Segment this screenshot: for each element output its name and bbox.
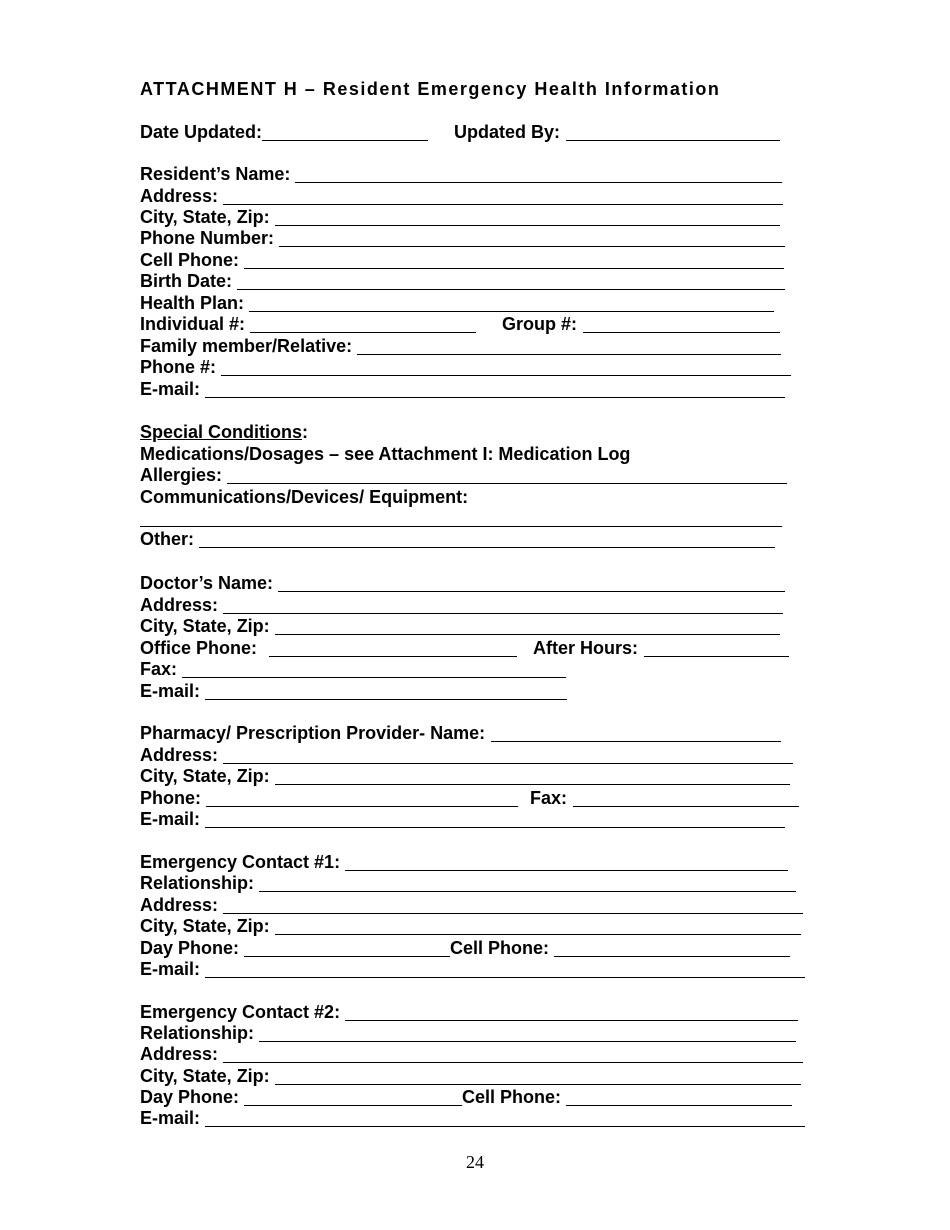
communications-line-row [140, 508, 782, 529]
special-conditions-colon: : [302, 422, 309, 442]
resident-cell-phone-field[interactable] [244, 252, 784, 269]
individual-field[interactable] [250, 316, 476, 333]
contact1-address-row [140, 895, 803, 916]
family-member-field[interactable] [357, 338, 781, 355]
pharmacy-name-field[interactable] [491, 725, 781, 742]
contact1-city-label: City, State, Zip: [140, 916, 270, 936]
pharmacy-email-row [140, 809, 785, 830]
page-number: 24 [466, 1152, 484, 1172]
contact2-email-field[interactable] [205, 1110, 805, 1127]
medications-label: Medications/Dosages – see Attachment I: Medication Log [140, 444, 631, 464]
pharmacy-name-row [140, 723, 781, 744]
pharmacy-address-label: Address: [140, 745, 219, 765]
special-conditions-heading-row [140, 422, 308, 443]
doctor-fax-field[interactable] [182, 661, 566, 678]
contact1-email-label: E-mail: [140, 959, 201, 979]
pharmacy-email-label: E-mail: [140, 809, 201, 829]
doctor-name-row [140, 573, 785, 594]
contact1-email-field[interactable] [205, 961, 805, 978]
pharmacy-phone-row [140, 788, 799, 809]
contact1-relationship-field[interactable] [259, 875, 796, 892]
family-phone-label: Phone #: [140, 357, 217, 377]
group-label: Group #: [502, 314, 578, 334]
allergies-label: Allergies: [140, 465, 223, 485]
group-field[interactable] [583, 316, 780, 333]
pharmacy-address-field[interactable] [223, 747, 793, 764]
contact1-name-label: Emergency Contact #1: [140, 852, 341, 872]
pharmacy-address-row [140, 745, 793, 766]
resident-name-row [140, 164, 782, 185]
contact1-day-phone-label: Day Phone: [140, 938, 240, 958]
page-title: ATTACHMENT H – Resident Emergency Health Information [140, 79, 721, 99]
pharmacy-fax-label: Fax: [530, 788, 568, 808]
resident-birth-date-field[interactable] [237, 273, 785, 290]
other-field[interactable] [199, 531, 775, 548]
doctor-city-field[interactable] [275, 618, 780, 635]
contact1-relationship-row [140, 873, 796, 894]
contact1-phone-row [140, 938, 790, 959]
contact2-day-phone-field[interactable] [244, 1089, 462, 1106]
contact1-email-row [140, 959, 805, 980]
resident-address-field[interactable] [223, 188, 783, 205]
contact2-address-field[interactable] [223, 1046, 803, 1063]
allergies-field[interactable] [227, 467, 787, 484]
contact2-city-field[interactable] [275, 1068, 801, 1085]
contact2-email-label: E-mail: [140, 1108, 201, 1128]
updated-by-label: Updated By: [454, 122, 561, 142]
doctor-city-row [140, 616, 780, 637]
resident-cell-phone-row [140, 250, 784, 271]
pharmacy-email-field[interactable] [205, 811, 785, 828]
communications-row [140, 487, 468, 508]
other-label: Other: [140, 529, 194, 549]
family-member-label: Family member/Relative: [140, 336, 353, 356]
contact1-city-row [140, 916, 801, 937]
after-hours-label: After Hours: [533, 638, 639, 658]
resident-email-row [140, 379, 785, 400]
date-updated-label: Date Updated: [140, 122, 263, 142]
doctor-fax-row [140, 659, 566, 680]
date-updated-field[interactable] [262, 124, 428, 141]
office-phone-label: Office Phone: [140, 638, 258, 658]
contact1-name-field[interactable] [345, 854, 788, 871]
doctor-fax-label: Fax: [140, 659, 178, 679]
contact2-cell-phone-field[interactable] [566, 1089, 792, 1106]
doctor-email-label: E-mail: [140, 681, 201, 701]
contact1-day-phone-field[interactable] [244, 940, 450, 957]
contact1-city-field[interactable] [275, 918, 801, 935]
contact2-name-field[interactable] [345, 1004, 798, 1021]
contact2-address-label: Address: [140, 1044, 219, 1064]
resident-city-label: City, State, Zip: [140, 207, 270, 227]
doctor-address-row [140, 595, 783, 616]
pharmacy-city-label: City, State, Zip: [140, 766, 270, 786]
doctor-email-field[interactable] [205, 683, 567, 700]
pharmacy-city-field[interactable] [275, 768, 790, 785]
doctor-email-row [140, 681, 567, 702]
resident-name-field[interactable] [295, 166, 782, 183]
contact1-address-label: Address: [140, 895, 219, 915]
resident-phone-number-row [140, 228, 785, 249]
special-conditions-heading: Special Conditions [140, 422, 303, 442]
contact2-relationship-row [140, 1023, 796, 1044]
contact2-name-row [140, 1002, 798, 1023]
resident-phone-number-field[interactable] [279, 230, 785, 247]
contact2-name-label: Emergency Contact #2: [140, 1002, 341, 1022]
other-row [140, 529, 775, 550]
contact2-email-row [140, 1108, 805, 1129]
pharmacy-city-row [140, 766, 790, 787]
communications-label: Communications/Devices/ Equipment: [140, 487, 469, 507]
contact2-city-label: City, State, Zip: [140, 1066, 270, 1086]
office-phone-field[interactable] [269, 640, 517, 657]
contact2-relationship-label: Relationship: [140, 1023, 255, 1043]
contact1-name-row [140, 852, 788, 873]
resident-family-row [140, 336, 781, 357]
resident-health-plan-label: Health Plan: [140, 293, 245, 313]
after-hours-field[interactable] [644, 640, 789, 657]
resident-address-label: Address: [140, 186, 219, 206]
family-phone-field[interactable] [221, 359, 791, 376]
contact1-cell-phone-field[interactable] [554, 940, 790, 957]
contact2-relationship-field[interactable] [259, 1025, 796, 1042]
resident-health-plan-field[interactable] [249, 295, 774, 312]
resident-email-label: E-mail: [140, 379, 201, 399]
resident-birth-date-row [140, 271, 785, 292]
pharmacy-phone-label: Phone: [140, 788, 201, 808]
pharmacy-phone-field[interactable] [206, 790, 518, 807]
doctor-address-label: Address: [140, 595, 219, 615]
contact2-city-row [140, 1066, 801, 1087]
doctor-city-label: City, State, Zip: [140, 616, 270, 636]
doctor-address-field[interactable] [223, 597, 783, 614]
contact2-phone-row [140, 1087, 792, 1108]
resident-cell-phone-label: Cell Phone: [140, 250, 240, 270]
contact1-cell-phone-label: Cell Phone: [450, 938, 550, 958]
resident-individual-row [140, 314, 780, 335]
contact1-address-field[interactable] [223, 897, 803, 914]
contact2-day-phone-label: Day Phone: [140, 1087, 240, 1107]
resident-phone-row [140, 357, 791, 378]
doctor-name-field[interactable] [278, 575, 785, 592]
date-updated-row [140, 122, 780, 143]
communications-field[interactable] [140, 510, 782, 527]
resident-city-field[interactable] [275, 209, 780, 226]
resident-address-row [140, 186, 783, 207]
individual-label: Individual #: [140, 314, 246, 334]
resident-email-field[interactable] [205, 381, 785, 398]
resident-phone-number-label: Phone Number: [140, 228, 275, 248]
resident-health-plan-row [140, 293, 774, 314]
pharmacy-name-label: Pharmacy/ Prescription Provider- Name: [140, 723, 486, 743]
resident-birth-date-label: Birth Date: [140, 271, 233, 291]
resident-name-label: Resident’s Name: [140, 164, 291, 184]
allergies-row [140, 465, 787, 486]
updated-by-field[interactable] [566, 124, 780, 141]
resident-city-row [140, 207, 780, 228]
contact1-relationship-label: Relationship: [140, 873, 255, 893]
contact2-address-row [140, 1044, 803, 1065]
contact2-cell-phone-label: Cell Phone: [462, 1087, 562, 1107]
doctor-name-label: Doctor’s Name: [140, 573, 274, 593]
pharmacy-fax-field[interactable] [573, 790, 799, 807]
doctor-office-phone-row [140, 638, 789, 659]
medications-row [140, 444, 630, 465]
